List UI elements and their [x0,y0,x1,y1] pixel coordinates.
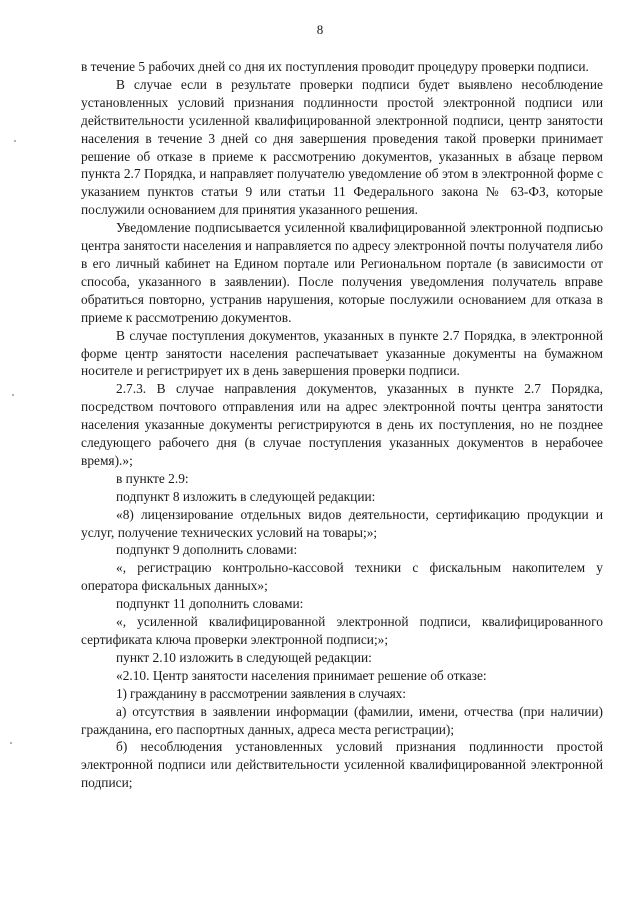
paragraph-refusal-item-b: б) несоблюдения установленных условий признания подлинности простой электронной подписи или действительности усиленной квалифицированной электронной подписи; [81,739,603,791]
paragraph-point-2-9: в пункте 2.9: [116,470,189,486]
paragraph-subpoint-11-intro: подпункт 11 дополнить словами: [116,596,304,612]
paragraph-notification: Уведомление подписывается усиленной квалифицированной электронной подписью центра занятости населения и направляется по адресу электронной почты получателя либо в его личный кабинет на Едином портале или Региональном портале (в зависимости от способа, указанного в заявлении). После получения уведомления получатель вправе обратиться повторно, устранив нарушения, которые послужили основанием для отказа в приеме к рассмотрению документов. [81,220,603,325]
paragraph-refusal-item-1: 1) гражданину в рассмотрении заявления в случаях: [116,685,406,701]
page-number: 8 [316,22,324,37]
paragraph-point-2-10-intro: пункт 2.10 изложить в следующей редакции: [116,649,372,665]
paragraph-subpoint-9-intro: подпункт 9 дополнить словами: [116,542,298,558]
paragraph-signature-check-term: в течение 5 рабочих дней со дня их поступления проводит процедуру проверки подписи. [81,59,589,74]
scan-speck [12,394,14,396]
paragraph-signature-check-failure: В случае если в результате проверки подписи будет выявлено несоблюдение установленных условий признания подлинности простой электронной подписи или действительности усиленной квалифицированной электронной подписи, центр занятости населения в течение 3 дней со дня завершения проведения такой проверки принимает решение об отказе в приеме к рассмотрению документов, указанных в абзаце первом пункта 2.7 Порядка, и направляет получателю уведомление об этом в электронной форме с указанием пунктов статьи 9 или статьи 11 Федерального закона № 63-ФЗ, которые послужили основанием для принятия указанного решения. [81,76,603,218]
paragraph-refusal-item-a: а) отсутствия в заявлении информации (фамилии, имени, отчества (при наличии) гражданина, его паспортных данных, адреса места регистрации); [81,703,603,737]
paragraph-subpoint-9-text: «, регистрацию контрольно-кассовой техники с фискальным накопителем у оператора фискальных данных»; [81,560,603,594]
scan-speck [10,742,12,744]
paragraph-2-7-3: 2.7.3. В случае направления документов, указанных в пункте 2.7 Порядка, посредством почтового отправления или на адрес электронной почты центра занятости населения указанные документы регистрируются в день их поступления, но не позднее следующего рабочего дня (в случае поступления указанных документов в нерабочее время).»; [81,381,603,468]
paragraph-point-2-10-text: «2.10. Центр занятости населения принимает решение об отказе: [116,667,487,683]
paragraph-subpoint-8-intro: подпункт 8 изложить в следующей редакции: [116,488,376,504]
paragraph-subpoint-11-text: «, усиленной квалифицированной электронной подписи, квалифицированного сертификата ключа проверки электронной подписи;»; [81,614,603,647]
paragraph-electronic-documents: В случае поступления документов, указанных в пункте 2.7 Порядка, в электронной форме центр занятости населения распечатывает указанные документы на бумажном носителе и регистрирует их в день завершения проверки подписи. [81,327,603,379]
paragraph-subpoint-8-text: «8) лицензирование отдельных видов деятельности, сертификацию продукции и услуг, получение технических условий на товары;»; [81,506,603,540]
document-body [81,58,603,792]
scan-speck [14,140,16,142]
